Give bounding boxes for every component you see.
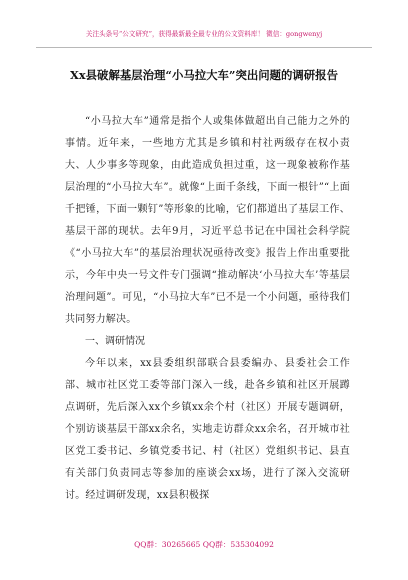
section-heading: 一、调研情况 [85, 336, 145, 347]
document-title: Xx县破解基层治理“小马拉大车”突出问题的调研报告 [70, 68, 338, 82]
header-divider [36, 47, 372, 48]
intro-paragraph: “小马拉大车”通常是指个人或集体做超出自己能力之外的事情。近年来，一些地方尤其是乡镇和村社两级存在权小责大、人少事多等现象，由此造成负担过重，这一现象被称作基层治理的“小马拉大车”。就像“上面千条线，下面一根针”“上面千把锤，下面一颗钉”等形象的比喻，它们都道出了基层工作、基层干部的现状。去年9月，习近平总书记在中国社会科学院《“小马拉大车”的基层治理状况亟待改变》报告上作出重要批示，今年中央一号文件专门强调“推动解决‘小马拉大车’等基层治理问题”。可见，“小马拉大车”已不是一个小问题，亟待我们共同努力解决。 [65, 116, 350, 325]
footer-note: QQ群：30265665 QQ群：535304092 [134, 540, 274, 549]
header-note: 关注头条号“公文研究”，获得最新最全最专业的公文资料库！ 微信：gongwenyj [85, 30, 323, 38]
body-paragraph: 今年以来，xx县委组织部联合县委编办、县委社会工作部、城市社区党工委等部门深入一线，赴各乡镇和社区开展蹲点调研，先后深入xx个乡镇xx余个村（社区）开展专题调研，个别访谈基层干部xx余名，实地走访群众xx余名，召开城市社区党工委书记、乡镇党委书记、村（社区）党组织书记、县直有关部门负责同志等参加的座谈会xx场，进行了深入交流研讨。经过调研发现，xx县积极探 [65, 358, 350, 501]
document-body [65, 111, 350, 507]
